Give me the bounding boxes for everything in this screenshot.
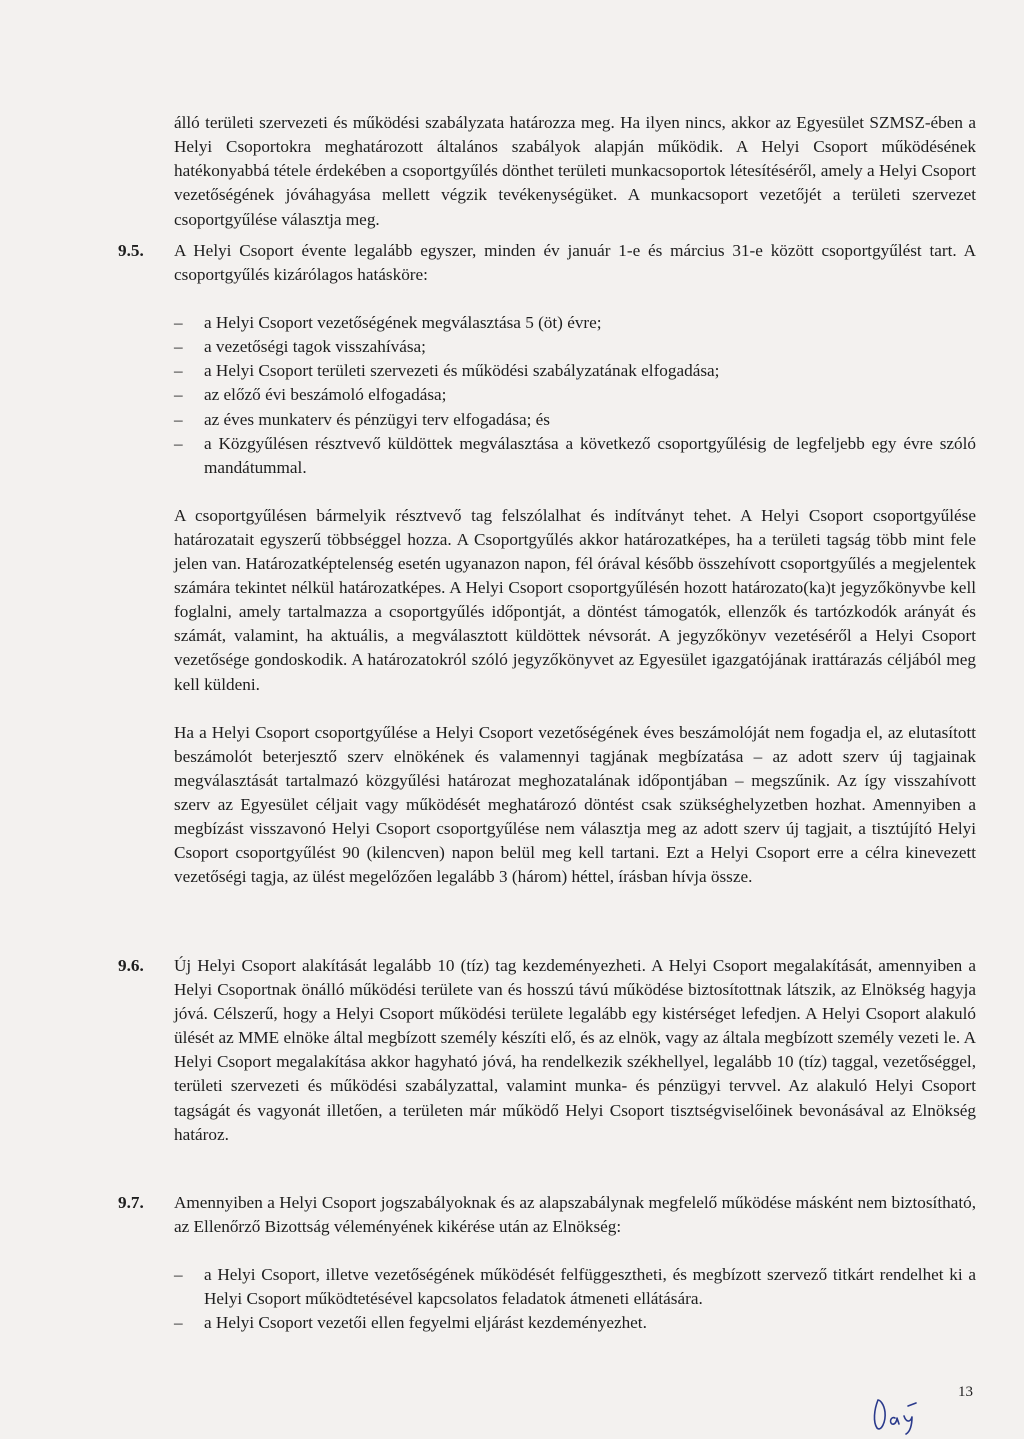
section-number: 9.7.	[118, 1193, 144, 1212]
dash-marker: –	[174, 1313, 183, 1333]
page-number: 13	[958, 1384, 973, 1400]
intro-paragraph: álló területi szervezeti és működési szabályzata határozza meg. Ha ilyen nincs, akkor az Egyesület SZMSZ-ében a Helyi Csoportokra meghatározott általános szabályok alapján működik. A Helyi Csoport működésének hatékonyabbá tétele érdekében a csoportgyűlés dönthet területi munkacsoportok létesítéséről, amely a Helyi Csoport vezetőségének jóváhagyása mellett végzik tevékenységüket. A munkacsoport vezetőjét a területi szervezet csoportgyűlése választja meg.	[174, 113, 976, 229]
section-9-6	[118, 954, 976, 1147]
paragraph: Ha a Helyi Csoport csoportgyűlése a Helyi Csoport vezetőségének éves beszámolóját nem fogadja el, az elutasított beszámolót beterjesztő szerv elnökének és valamennyi tagjának megbízatása – az adott szerv új tagjainak megválasztását tartalmazó közgyűlési határozat meghozatalának időpontjában – megszűnik. Az így visszahívott szerv az Egyesület céljait vagy működését meghatározó döntést csak szükséghelyzetben hozhat. Amennyiben a megbízást visszavonó Helyi Csoport csoportgyűlése nem választja meg az adott szerv új tagjait, a tisztújító Helyi Csoport csoportgyűlést 90 (kilencven) napon belül meg kell tartani. Ezt a Helyi Csoport erre a célra kinevezett vezetőségi tagja, az ülést megelőzően legalább 3 (három) héttel, írásban hívja össze.	[174, 722, 976, 887]
dash-marker: –	[174, 337, 183, 357]
list-item: – az előző évi beszámoló elfogadása;	[174, 383, 976, 407]
competence-list	[174, 311, 976, 480]
list-item: – a Helyi Csoport vezetőségének megválasztása 5 (öt) évre;	[174, 311, 976, 335]
section-body	[174, 239, 976, 889]
section-text: A Helyi Csoport évente legalább egyszer, minden év január 1-e és március 31-e között csoportgyűlést tart. A csoportgyűlés kizárólagos hatásköre:	[174, 241, 976, 285]
section-text: Új Helyi Csoport alakítását legalább 10 (tíz) tag kezdeményezheti. A Helyi Csoport megalakítását, amennyiben a Helyi Csoportnak önálló működési területe van és hosszú távú működése biztosítottnak látszik, az Elnökség hagyja jóvá. Célszerű, hogy a Helyi Csoport működési területe legalább egy kistérséget lefedjen. A Helyi Csoport alakuló ülését az MME elnöke által megbízott személy készíti elő, és az elnök, vagy az általa megbízott személy vezeti le. A Helyi Csoport megalakítása akkor hagyható jóvá, ha rendelkezik székhellyel, legalább 10 (tíz) taggal, vezetőséggel, területi szervezeti és működési szabályzattal, valamint munka- és pénzügyi tervvel. Az alakuló Helyi Csoport tagságát és vagyonát illetően, a területen már működő Helyi Csoport tisztségviselőinek bevonásával az Elnökség határoz.	[174, 956, 976, 1144]
section-body	[174, 954, 976, 1147]
paragraph: A csoportgyűlésen bármelyik résztvevő tag felszólalhat és indítványt tehet. A Helyi Csoport csoportgyűlése határozatait egyszerű többséggel hozza. A Csoportgyűlés akkor határozatképes, ha a területi tagság több mint fele jelen van. Határozatképtelenség esetén ugyanazon napon, fél órával később összehívott csoportgyűlés a megjelentek számára tekintet nélkül határozatképes. A Helyi Csoport csoportgyűlésén hozott határozato(ka)t jegyzőkönyvbe kell foglalni, amely tartalmazza a csoportgyűlés időpontját, a döntést támogatók, ellenzők és tartózkodók arányát és számát, valamint, ha aktuális, a megválasztott küldöttek névsorát. A jegyzőkönyv vezetéséről a Helyi Csoport vezetősége gondoskodik. A határozatokról szóló jegyzőkönyvet az Egyesület igazgatójának irattárazás céljából meg kell küldeni.	[174, 505, 976, 694]
measures-list	[174, 1263, 976, 1335]
section-number: 9.6.	[118, 956, 144, 975]
dash-marker: –	[174, 385, 183, 405]
list-item: – a Helyi Csoport területi szervezeti és működési szabályzatának elfogadása;	[174, 359, 976, 383]
dash-marker: –	[174, 361, 183, 381]
section-number: 9.5.	[118, 241, 144, 260]
section-body	[174, 1191, 976, 1335]
list-item: – az éves munkaterv és pénzügyi terv elfogadása; és	[174, 408, 976, 432]
dash-marker: –	[174, 1265, 183, 1285]
dash-marker: –	[174, 313, 183, 333]
section-9-5	[118, 239, 976, 889]
section-text: Amennyiben a Helyi Csoport jogszabályoknak és az alapszabálynak megfelelő működése másként nem biztosítható, az Ellenőrző Bizottság véleményének kikérése után az Elnökség:	[174, 1193, 976, 1237]
dash-marker: –	[174, 433, 183, 453]
list-item: – a Helyi Csoport vezetői ellen fegyelmi eljárást kezdeményezhet.	[174, 1311, 976, 1335]
section-9-7	[118, 1191, 976, 1335]
handwritten-signature	[868, 1392, 932, 1436]
list-item: – a Helyi Csoport, illetve vezetőségének működését felfüggesztheti, és megbízott szervező titkárt rendelhet ki a Helyi Csoport működtetésével kapcsolatos feladatok átmeneti ellátására.	[174, 1265, 976, 1309]
list-item: – a vezetőségi tagok visszahívása;	[174, 335, 976, 359]
list-item: – a Közgyűlésen résztvevő küldöttek megválasztása a következő csoportgyűlésig de legfeljebb egy évre szóló mandátummal.	[174, 433, 976, 477]
dash-marker: –	[174, 409, 183, 429]
